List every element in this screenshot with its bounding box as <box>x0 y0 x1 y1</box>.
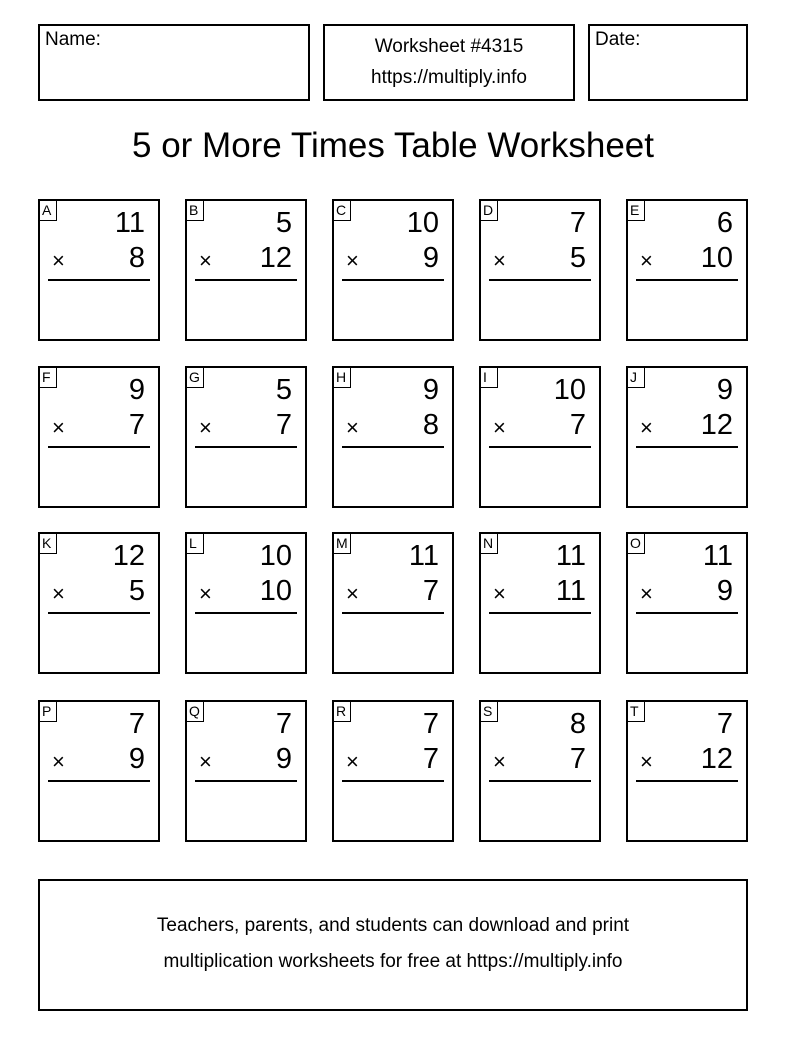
problem-letter: M <box>333 533 351 554</box>
times-sign: × <box>199 581 212 606</box>
times-sign: × <box>493 581 506 606</box>
multiplier: 9 <box>275 743 292 775</box>
multiplicand: 7 <box>128 708 145 740</box>
problem-card <box>626 366 748 508</box>
worksheet-number: Worksheet #4315 <box>374 36 524 57</box>
problem-letter: B <box>186 200 204 221</box>
answer-line <box>489 446 591 448</box>
multiplier: 8 <box>422 409 439 441</box>
problem-card <box>38 366 160 508</box>
problem-letter: H <box>333 367 351 388</box>
multiplicand: 5 <box>275 374 292 406</box>
multiplicand: 11 <box>555 540 586 572</box>
times-sign: × <box>493 248 506 273</box>
answer-line <box>489 612 591 614</box>
problem-letter: A <box>39 200 57 221</box>
multiplier: 9 <box>716 575 733 607</box>
multiplicand: 9 <box>716 374 733 406</box>
multiplicand: 10 <box>259 540 292 572</box>
page-title: 5 or More Times Table Worksheet <box>132 126 654 165</box>
multiplier: 12 <box>700 743 733 775</box>
problem-card <box>479 199 601 341</box>
multiplier: 7 <box>569 743 586 775</box>
problem-letter: D <box>480 200 498 221</box>
times-sign: × <box>640 749 653 774</box>
times-sign: × <box>52 749 65 774</box>
problem-letter: C <box>333 200 351 221</box>
name-label: Name: <box>45 29 101 50</box>
times-sign: × <box>346 248 359 273</box>
multiplier: 12 <box>259 242 292 274</box>
multiplier: 7 <box>569 409 586 441</box>
answer-line <box>636 446 738 448</box>
multiplicand: 10 <box>553 374 586 406</box>
multiplicand: 9 <box>422 374 439 406</box>
multiplier: 7 <box>422 575 439 607</box>
problem-card <box>332 366 454 508</box>
multiplicand: 11 <box>702 540 733 572</box>
problem-card <box>185 366 307 508</box>
multiplier: 11 <box>555 575 586 607</box>
problem-letter: G <box>186 367 204 388</box>
multiplier: 7 <box>128 409 145 441</box>
multiplier: 7 <box>275 409 292 441</box>
multiplicand: 5 <box>275 207 292 239</box>
times-sign: × <box>493 415 506 440</box>
problem-letter: N <box>480 533 498 554</box>
multiplicand: 12 <box>112 540 145 572</box>
problem-letter: R <box>333 701 351 722</box>
answer-line <box>48 780 150 782</box>
times-sign: × <box>199 248 212 273</box>
problem-letter: K <box>39 533 57 554</box>
multiplicand: 8 <box>569 708 586 740</box>
problem-letter: E <box>627 200 645 221</box>
problem-card <box>38 532 160 674</box>
times-sign: × <box>346 581 359 606</box>
answer-line <box>195 780 297 782</box>
multiplicand: 11 <box>114 207 145 239</box>
multiplicand: 6 <box>716 207 733 239</box>
answer-line <box>636 612 738 614</box>
answer-line <box>342 446 444 448</box>
problem-card <box>38 199 160 341</box>
answer-line <box>195 446 297 448</box>
problem-letter: Q <box>186 701 204 722</box>
problem-card <box>332 532 454 674</box>
problem-card <box>626 700 748 842</box>
multiplier: 9 <box>422 242 439 274</box>
multiplier: 9 <box>128 743 145 775</box>
problem-card <box>479 532 601 674</box>
footer-line-2: multiplication worksheets for free at https://multiply.info <box>163 951 623 972</box>
answer-line <box>342 279 444 281</box>
problem-card <box>38 700 160 842</box>
problem-card <box>185 700 307 842</box>
problem-card <box>185 532 307 674</box>
times-sign: × <box>640 248 653 273</box>
times-sign: × <box>199 415 212 440</box>
problem-card <box>479 700 601 842</box>
worksheet-url: https://multiply.info <box>371 67 527 88</box>
answer-line <box>48 612 150 614</box>
problem-card <box>332 700 454 842</box>
problem-letter: I <box>480 367 498 388</box>
multiplier: 7 <box>422 743 439 775</box>
footer-box <box>38 879 748 1011</box>
multiplicand: 7 <box>716 708 733 740</box>
problem-card <box>332 199 454 341</box>
problem-letter: L <box>186 533 204 554</box>
problem-letter: T <box>627 701 645 722</box>
multiplicand: 10 <box>406 207 439 239</box>
times-sign: × <box>493 749 506 774</box>
answer-line <box>489 279 591 281</box>
answer-line <box>48 446 150 448</box>
multiplicand: 7 <box>422 708 439 740</box>
multiplier: 10 <box>259 575 292 607</box>
answer-line <box>636 780 738 782</box>
problem-letter: J <box>627 367 645 388</box>
times-sign: × <box>52 581 65 606</box>
problem-card <box>479 366 601 508</box>
answer-line <box>195 279 297 281</box>
problem-letter: F <box>39 367 57 388</box>
times-sign: × <box>640 415 653 440</box>
multiplier: 10 <box>700 242 733 274</box>
answer-line <box>636 279 738 281</box>
multiplier: 12 <box>700 409 733 441</box>
times-sign: × <box>346 415 359 440</box>
multiplicand: 7 <box>275 708 292 740</box>
multiplier: 5 <box>569 242 586 274</box>
date-label: Date: <box>595 29 641 50</box>
answer-line <box>342 780 444 782</box>
answer-line <box>195 612 297 614</box>
answer-line <box>342 612 444 614</box>
multiplicand: 7 <box>569 207 586 239</box>
times-sign: × <box>52 415 65 440</box>
answer-line <box>48 279 150 281</box>
times-sign: × <box>199 749 212 774</box>
problem-card <box>626 199 748 341</box>
times-sign: × <box>346 749 359 774</box>
problem-letter: O <box>627 533 645 554</box>
multiplier: 8 <box>128 242 145 274</box>
times-sign: × <box>52 248 65 273</box>
answer-line <box>489 780 591 782</box>
problem-letter: P <box>39 701 57 722</box>
multiplier: 5 <box>128 575 145 607</box>
problem-letter: S <box>480 701 498 722</box>
problem-card <box>185 199 307 341</box>
times-sign: × <box>640 581 653 606</box>
multiplicand: 9 <box>128 374 145 406</box>
problem-card <box>626 532 748 674</box>
footer-line-1: Teachers, parents, and students can download and print <box>156 915 630 936</box>
multiplicand: 11 <box>408 540 439 572</box>
